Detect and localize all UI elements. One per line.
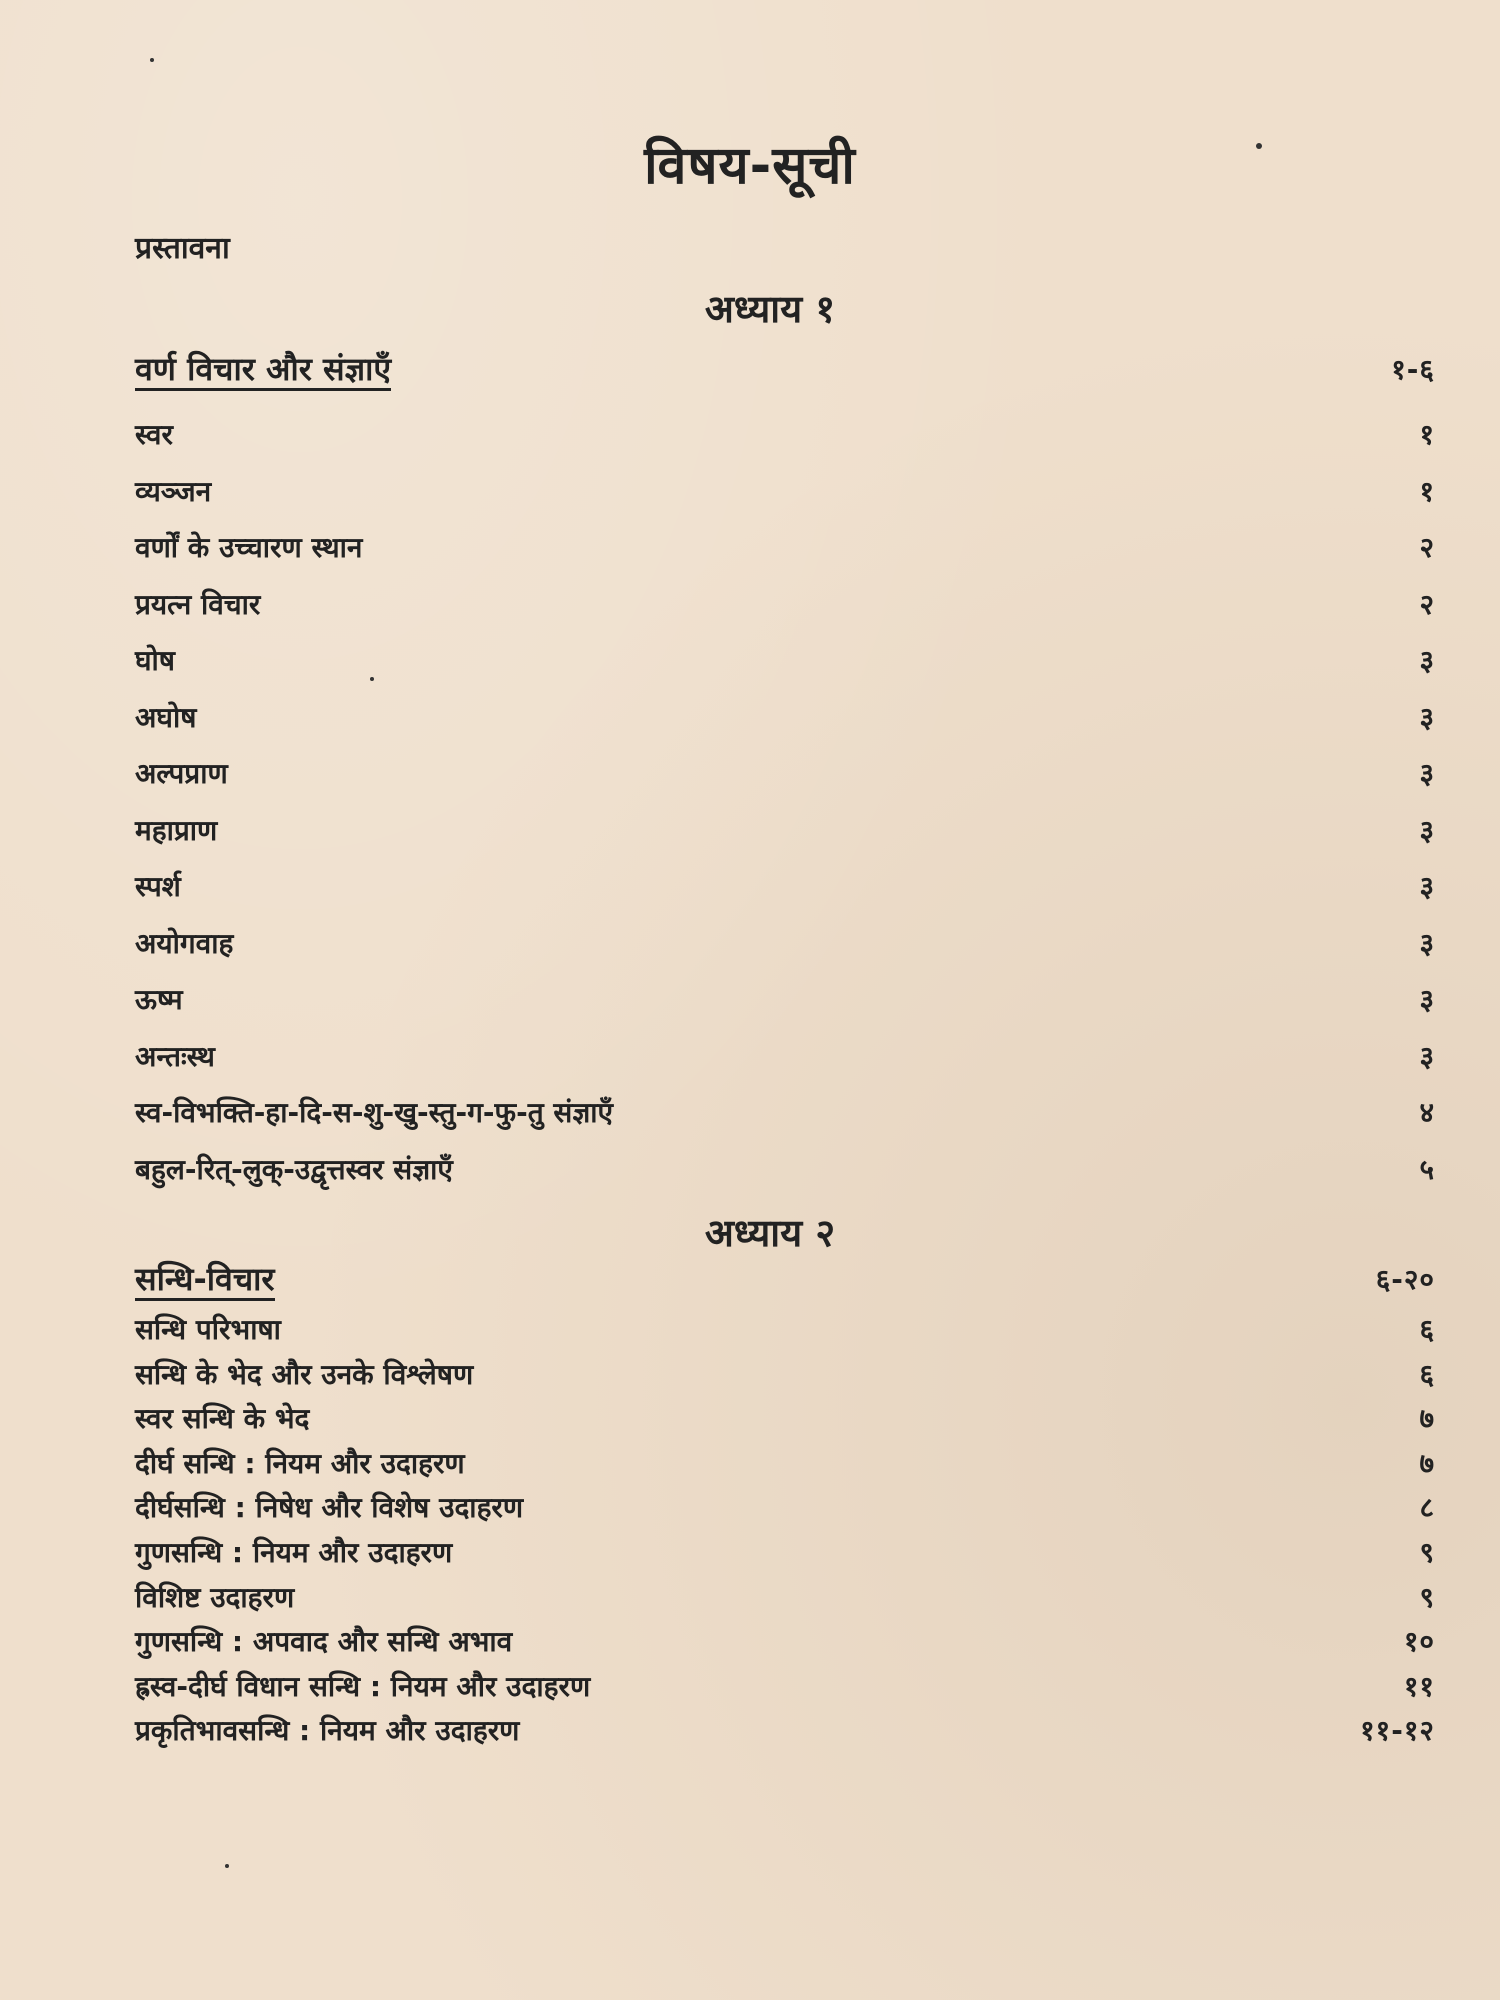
toc-entry [135,1355,1435,1395]
toc-entry-page: ३ [1419,700,1435,734]
toc-entry-page: ९ [1419,1536,1435,1569]
toc-entry-label: सन्धि के भेद और उनके विश्लेषण [135,1357,474,1391]
toc-entry [135,641,1435,681]
toc-entry-page: १ [1419,418,1435,451]
toc-entry-label: अयोगवाह [135,926,234,960]
chapter-2-heading: अध्याय २ [704,1211,836,1255]
toc-entry-page: ३ [1419,813,1435,847]
toc-entry-label: व्यञ्जन [135,474,212,508]
page-title: विषय-सूची [644,136,856,196]
toc-entry-label: वर्णों के उच्चारण स्थान [135,531,363,564]
chapter-1-section [135,350,1435,390]
toc-entry-label: अन्तःस्थ [135,1039,215,1073]
toc-entry [135,1622,1435,1662]
toc-entry-label: महाप्राण [135,813,218,847]
toc-entry-page: ३ [1419,983,1435,1016]
toc-entry-page: ४ [1419,1096,1435,1129]
toc-entry-page: २ [1419,531,1435,564]
toc-entry-label: प्रकृतिभावसन्धि : नियम और उदाहरण [135,1714,520,1748]
toc-entry-label: घोष [135,644,175,677]
toc-entry-page: ७ [1419,1402,1435,1436]
toc-entry [135,811,1435,851]
toc-entry-page: ३ [1419,1039,1435,1073]
toc-entry-page: ३ [1419,870,1435,903]
chapter-2-section [135,1260,1435,1300]
toc-entry [135,1093,1435,1133]
toc-entry-label: स्व-विभक्ति-हा-दि-स-शु-खु-स्तु-ग-फु-तु संज्ञाएँ [135,1096,614,1129]
toc-entry-page: ३ [1419,926,1435,960]
toc-entry-page: ६ [1419,1313,1435,1346]
toc-entry [135,415,1435,455]
toc-entry-page: १० [1403,1625,1435,1659]
chapter-1-heading: अध्याय १ [704,287,836,331]
toc-entry [135,867,1435,907]
toc-entry-label: स्वर सन्धि के भेद [135,1402,310,1436]
toc-entry-label: बहुल-रित्-लुक्-उद्वृत्तस्वर संज्ञाएँ [135,1152,453,1186]
toc-entry [135,1399,1435,1439]
toc-entry [135,1578,1435,1618]
toc-entry [135,1037,1435,1077]
toc-entry-label: गुणसन्धि : नियम और उदाहरण [135,1536,453,1569]
toc-entry [135,1150,1435,1190]
toc-entry-page: १ [1419,474,1435,508]
ink-speck [225,1864,229,1868]
toc-entry [135,754,1435,794]
toc-entry-label: अघोष [135,700,197,734]
toc-entry-page: ५ [1419,1152,1435,1186]
toc-entry [135,528,1435,568]
toc-entry-page: ९ [1419,1580,1435,1614]
toc-entry [135,1488,1435,1528]
toc-entry [135,472,1435,512]
toc-entry-label: दीर्घ सन्धि : नियम और उदाहरण [135,1446,465,1480]
toc-entry-label: अल्पप्राण [135,757,228,790]
ink-speck [150,58,154,62]
toc-entry [135,1533,1435,1573]
toc-entry-page: ६ [1419,1357,1435,1391]
toc-entry-page: ११ [1403,1669,1435,1703]
toc-entry [135,1310,1435,1350]
toc-entry-label: स्वर [135,418,173,451]
toc-entry-page: ८ [1419,1491,1435,1525]
section-pages: १-६ [1391,353,1435,386]
toc-entry-page: २ [1419,587,1435,621]
toc-entry-page: ७ [1419,1446,1435,1480]
ink-speck [370,677,374,681]
toc-entry [135,924,1435,964]
toc-entry-page: ३ [1419,757,1435,790]
toc-entry [135,585,1435,625]
toc-entry-label: ऊष्म [135,983,183,1016]
toc-entry-label: सन्धि परिभाषा [135,1313,281,1346]
toc-entry-label: ह्रस्व-दीर्घ विधान सन्धि : नियम और उदाहरण [135,1669,591,1703]
toc-entry-label: गुणसन्धि : अपवाद और सन्धि अभाव [135,1625,513,1659]
preface-entry: प्रस्तावना [135,231,230,266]
toc-entry [135,1667,1435,1707]
toc-entry-page: ३ [1419,644,1435,677]
toc-entry-label: स्पर्श [135,870,181,903]
toc-entry-label: दीर्घसन्धि : निषेध और विशेष उदाहरण [135,1491,524,1525]
section-pages: ६-२० [1375,1263,1435,1296]
section-label: सन्धि-विचार [135,1260,275,1301]
toc-entry [135,698,1435,738]
section-label: वर्ण विचार और संज्ञाएँ [135,350,391,391]
toc-entry-label: विशिष्ट उदाहरण [135,1580,295,1614]
toc-entry-label: प्रयत्न विचार [135,587,261,621]
toc-entry [135,980,1435,1020]
toc-entry [135,1711,1435,1751]
toc-entry-page: ११-१२ [1360,1714,1435,1748]
ink-speck [1256,143,1262,149]
toc-entry [135,1444,1435,1484]
